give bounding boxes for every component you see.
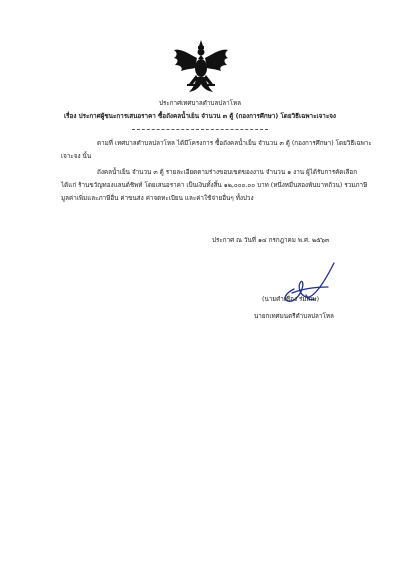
organization-heading: ประกาศเทศบาลตำบลปลาโหล xyxy=(158,100,242,107)
signer-name: (นายคำเชื่อง ร่มเกษ) xyxy=(262,296,320,303)
paragraph-2-line-1: ถังคลน้ำเย็น จำนวน ๓ ตู้ รายละเอียดตามร่างขอบเขตของงาน จำนวน ๑ งาน ผู้ได้รับการคัดเลือก xyxy=(97,169,358,176)
separator-line xyxy=(132,129,268,130)
subject-line xyxy=(64,113,336,121)
garuda-emblem-icon xyxy=(171,38,231,96)
announcement-date: ประกาศ ณ วันที่ ๑๔ กรกฎาคม พ.ศ. ๒๕๖๓ xyxy=(212,237,330,244)
subject-text: ประกาศผู้ชนะการเสนอราคา ซื้อถังคลน้ำเย็น จำนวน ๓ ตู้ (กองการศึกษา) โดยวิธีเฉพาะเจาะจง xyxy=(78,113,336,120)
paragraph-2-line-3: มูลค่าเพิ่มและภาษีอื่น ค่าขนส่ง ค่าจดทะเบียน และค่าใช้จ่ายอื่นๆ ทั้งปวง xyxy=(61,195,254,202)
signer-title: นายกเทศมนตรีตำบลปลาโหล xyxy=(254,313,334,320)
paragraph-1-line-1: ตามที่ เทศบาลตำบลปลาโหล ได้มีโครงการ ซื้อถังคลน้ำเย็น จำนวน ๓ ตู้ (กองการศึกษา) โดยวิธีเฉพาะ xyxy=(97,140,372,147)
subject-label: เรื่อง xyxy=(64,113,77,120)
paragraph-1-line-2: เจาะจง นั้น xyxy=(61,153,92,160)
paragraph-2-line-2: ได้แก่ ร้านขวัญทองแลนด์ชิพท์ โดยเสนอราคา เป็นเงินทั้งสิ้น ๑๒,๐๐๐.๐๐ บาท (หนึ่งหมื่นสองพันบาทถ้วน) รวมภาษี xyxy=(61,182,368,189)
